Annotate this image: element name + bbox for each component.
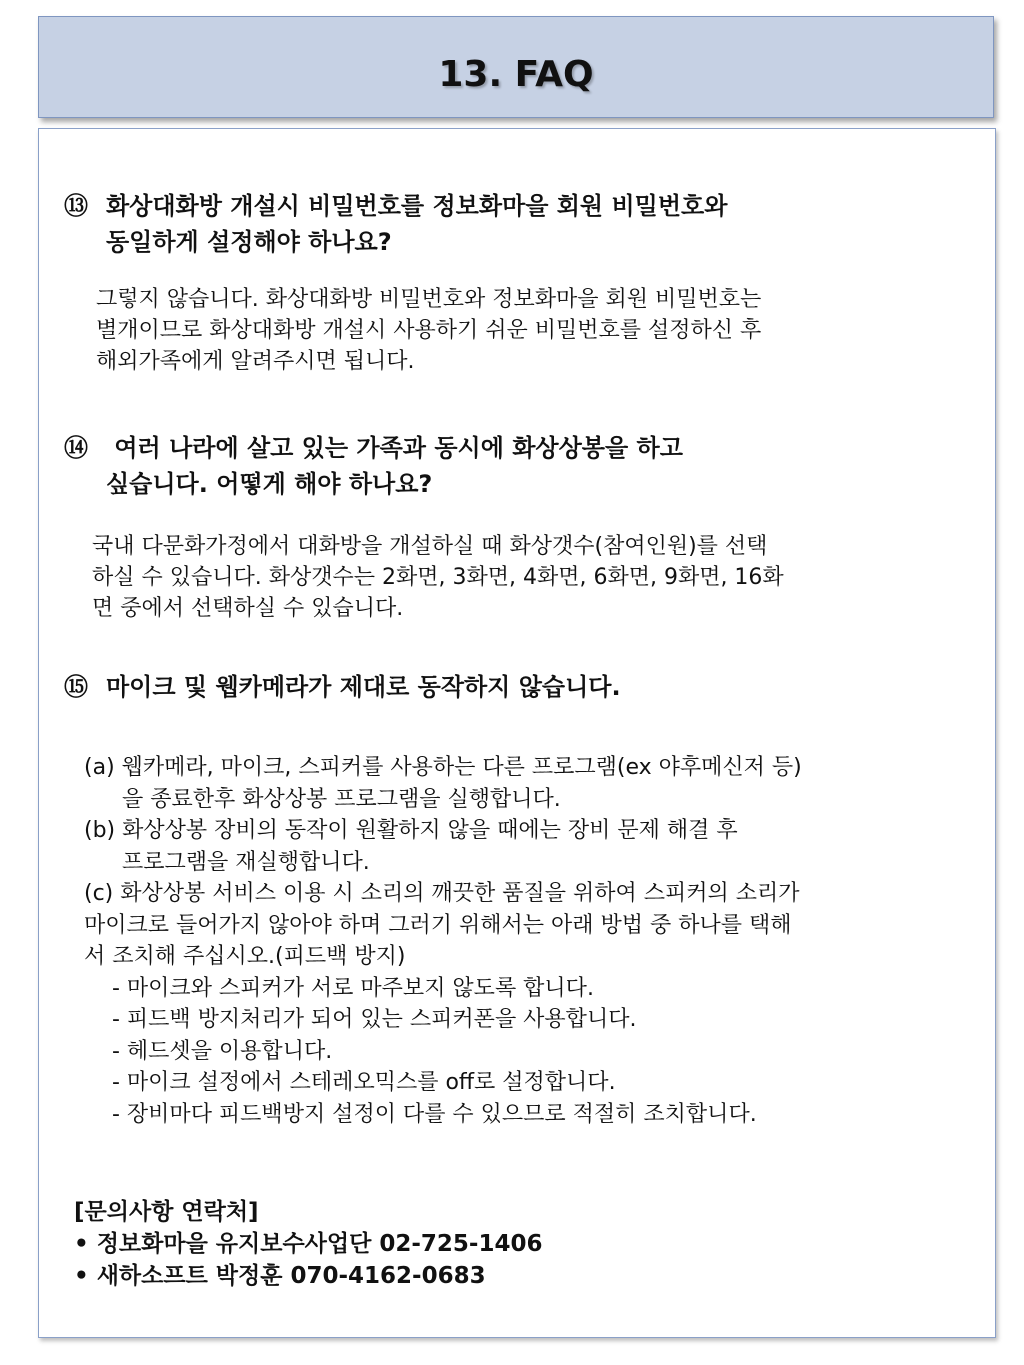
contact-line: • 새하소프트 박정훈 070-4162-0683 xyxy=(74,1263,486,1289)
faq-answer-15 xyxy=(84,752,802,1130)
question-line: 동일하게 설정해야 하나요? xyxy=(106,228,392,256)
answer-line: 하실 수 있습니다. 화상갯수는 2화면, 3화면, 4화면, 6화면, 9화면, 16화 xyxy=(92,565,784,590)
contact-line: • 정보화마을 유지보수사업단 02-725-1406 xyxy=(74,1231,543,1257)
faq-question-13 xyxy=(64,188,727,260)
question-line: 싶습니다. 어떻게 해야 하나요? xyxy=(106,470,433,498)
dash-item: - 장비마다 피드백방지 설정이 다를 수 있으므로 적절히 조치합니다. xyxy=(112,1101,757,1127)
answer-line: 면 중에서 선택하실 수 있습니다. xyxy=(92,596,404,621)
page-title: 13. FAQ xyxy=(438,54,594,95)
dash-item: - 피드백 방지처리가 되어 있는 스피커폰을 사용합니다. xyxy=(112,1007,637,1032)
question-line: 마이크 및 웹카메라가 제대로 동작하지 않습니다. xyxy=(106,673,621,701)
answer-line: 국내 다문화가정에서 대화방을 개설하실 때 화상갯수(참여인원)를 선택 xyxy=(92,534,768,559)
question-number: ⑭ xyxy=(64,434,88,462)
answer-line: 해외가족에게 알려주시면 됩니다. xyxy=(96,349,415,374)
item-a-continued: 을 종료한후 화상상봉 프로그램을 실행합니다. xyxy=(122,786,561,812)
answer-line: 별개이므로 화상대화방 개설시 사용하기 쉬운 비밀번호를 설정하신 후 xyxy=(96,318,762,343)
dash-item: - 마이크 설정에서 스테레오믹스를 off로 설정합니다. xyxy=(112,1070,616,1095)
question-number: ⑮ xyxy=(64,673,88,701)
item-c-continued: 서 조치해 주십시오.(피드백 방지) xyxy=(84,944,406,969)
dash-item: - 마이크와 스피커가 서로 마주보지 않도록 합니다. xyxy=(112,975,594,1001)
contact-heading: [문의사항 연락처] xyxy=(74,1199,259,1225)
item-c: (c) 화상상봉 서비스 이용 시 소리의 깨끗한 품질을 위하여 스피커의 소리가 xyxy=(84,881,800,906)
faq-answer-14 xyxy=(92,531,784,624)
question-line: 여러 나라에 살고 있는 가족과 동시에 화상상봉을 하고 xyxy=(106,434,683,462)
title-banner xyxy=(38,16,994,118)
answer-line: 그렇지 않습니다. 화상대화방 비밀번호와 정보화마을 회원 비밀번호는 xyxy=(96,287,762,312)
dash-item: - 헤드셋을 이용합니다. xyxy=(112,1038,333,1064)
item-b: (b) 화상상봉 장비의 동작이 원활하지 않을 때에는 장비 문제 해결 후 xyxy=(84,818,738,843)
item-b-continued: 프로그램을 재실행합니다. xyxy=(122,849,370,875)
question-number: ⑬ xyxy=(64,192,88,220)
faq-question-14 xyxy=(64,430,683,502)
contact-section xyxy=(74,1196,542,1292)
item-a: (a) 웹카메라, 마이크, 스피커를 사용하는 다른 프로그램(ex 야후메신저 등) xyxy=(84,755,802,780)
item-c-continued: 마이크로 들어가지 않아야 하며 그러기 위해서는 아래 방법 중 하나를 택해 xyxy=(84,912,792,938)
faq-question-15 xyxy=(64,669,621,705)
faq-answer-13 xyxy=(96,284,761,377)
question-line: 화상대화방 개설시 비밀번호를 정보화마을 회원 비밀번호와 xyxy=(106,192,728,220)
